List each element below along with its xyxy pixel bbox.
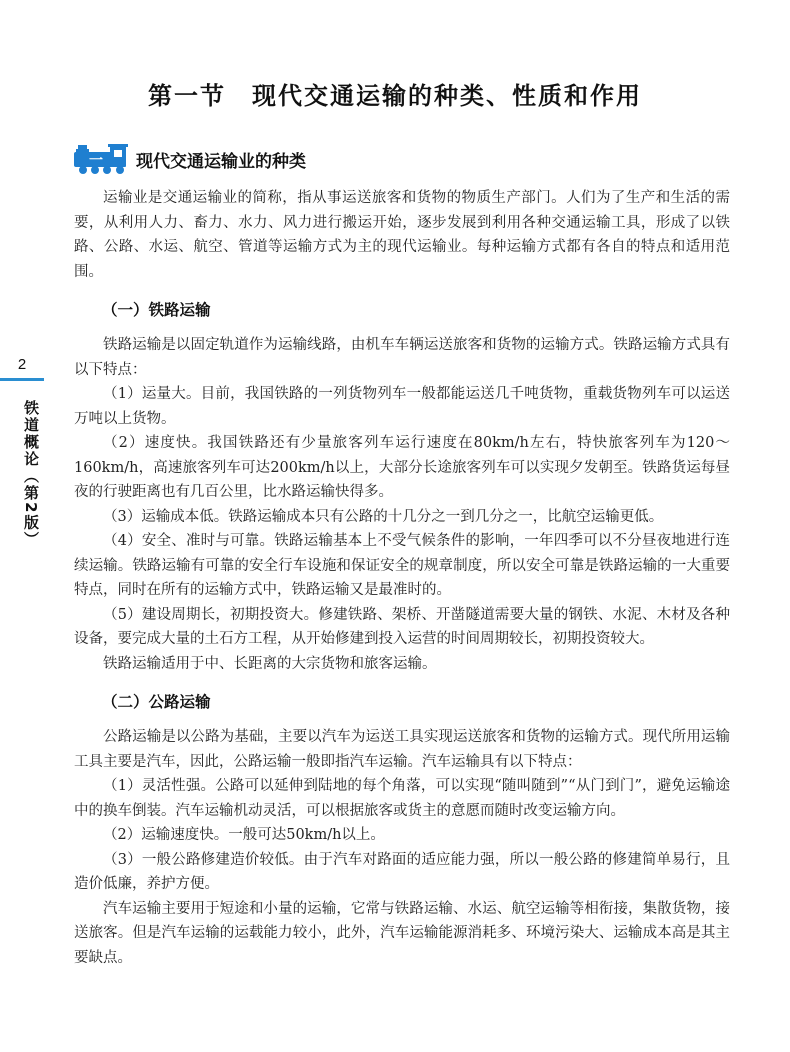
road-heading: （二）公路运输 — [102, 693, 211, 711]
page-title: 第一节 现代交通运输的种类、性质和作用 — [148, 81, 642, 110]
train-badge-icon — [74, 143, 130, 175]
road-paragraph: 公路运输是以公路为基础，主要以汽车为运送工具实现运送旅客和货物的运输方式。现代所用运输工具主要是汽车，因此，公路运输一般即指汽车运输。汽车运输具有以下特点： — [74, 729, 730, 770]
rail-paragraph: （1）运量大。目前，我国铁路的一列货物列车一般都能运送几千吨货物，重载货物列车可以运送万吨以上货物。 — [74, 386, 730, 427]
rail-paragraph: （5）建设周期长，初期投资大。修建铁路、架桥、开凿隧道需要大量的钢铁、水泥、木材及各种设备，要完成大量的土石方工程，从开始修建到投入运营的时间周期较长，初期投资较大。 — [74, 606, 730, 647]
road-paragraph: （3）一般公路修建造价较低。由于汽车对路面的适应能力强，所以一般公路的修建简单易行，且造价低廉，养护方便。 — [74, 851, 730, 892]
page-number: 2 — [17, 356, 27, 373]
section-header — [74, 143, 474, 175]
rail-paragraph: 铁路运输是以固定轨道作为运输线路，由机车车辆运送旅客和货物的运输方式。铁路运输方式具有以下特点： — [74, 337, 730, 378]
body-text — [74, 186, 730, 970]
road-paragraph: 汽车运输主要用于短途和小量的运输，它常与铁路运输、水运、航空运输等相衔接，集散货物，接送旅客。但是汽车运输的运载能力较小，此外，汽车运输能源消耗多、环境污染大、运输成本高是其主要缺点。 — [74, 900, 730, 966]
running-book-title: 铁道概论（第2版） — [22, 400, 40, 549]
road-paragraph: （2）运输速度快。一般可达50km/h以上。 — [103, 827, 385, 843]
page-number-rule — [0, 378, 44, 381]
intro-paragraph: 运输业是交通运输业的简称，指从事运送旅客和货物的物质生产部门。人们为了生产和生活的需要，从利用人力、畜力、水力、风力进行搬运开始，逐步发展到利用各种交通运输工具，形成了以铁路、公路、水运、航空、管道等运输方式为主的现代运输业。每种运输方式都有各自的特点和适用范围。 — [74, 190, 730, 280]
rail-paragraph: （4）安全、准时与可靠。铁路运输基本上不受气候条件的影响，一年四季可以不分昼夜地进行连续运输。铁路运输有可靠的安全行车设施和保证安全的规章制度，所以安全可靠是铁路运输的一大重要特点，同时在所有的运输方式中，铁路运输又是最准时的。 — [74, 533, 730, 598]
rail-paragraph: （2）速度快。我国铁路还有少量旅客列车运行速度在80km/h左右，特快旅客列车为120～160km/h，高速旅客列车可达200km/h以上，大部分长途旅客列车可以实现夕发朝至。铁路货运每昼夜的行驶距离也有几百公里，比水路运输快得多。 — [74, 435, 730, 500]
rail-heading: （一）铁路运输 — [102, 301, 211, 319]
section-number: 一 — [89, 153, 103, 169]
section-title: 现代交通运输业的种类 — [136, 152, 306, 172]
rail-paragraph: （3）运输成本低。铁路运输成本只有公路的十几分之一到几分之一，比航空运输更低。 — [103, 508, 664, 525]
rail-paragraph: 铁路运输适用于中、长距离的大宗货物和旅客运输。 — [103, 655, 437, 672]
road-paragraph: （1）灵活性强。公路可以延伸到陆地的每个角落，可以实现“随叫随到”“从门到门”，避免运输途中的换车倒装。汽车运输机动灵活，可以根据旅客或货主的意愿而随时改变运输方向。 — [74, 778, 730, 819]
